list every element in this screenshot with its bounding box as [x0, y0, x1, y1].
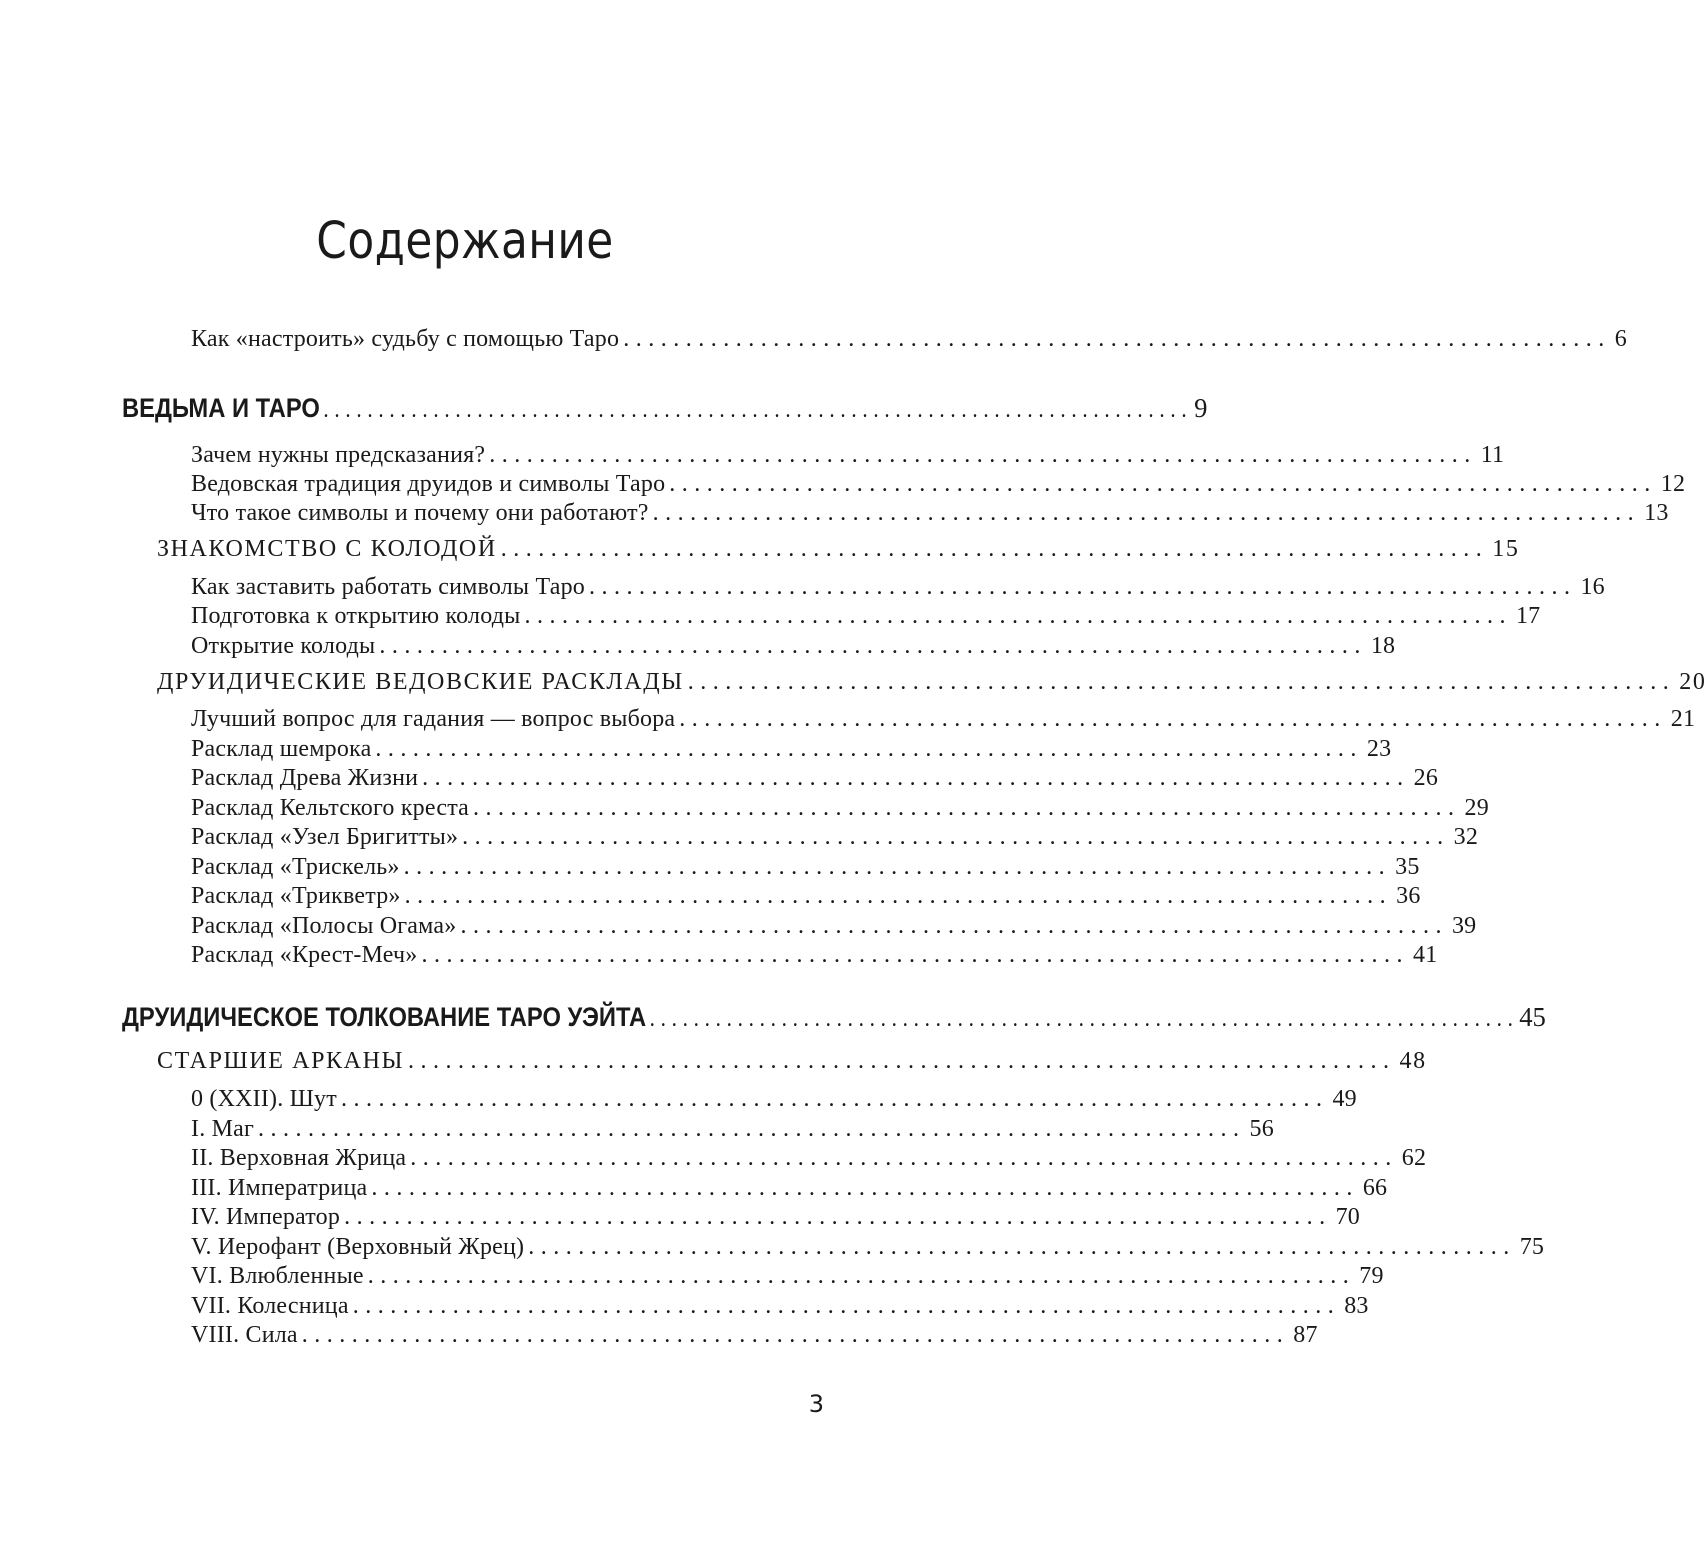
toc-entry-label: Расклад «Полосы Огама» — [191, 913, 457, 939]
toc-entry[interactable] — [191, 500, 1669, 527]
toc-entry-page: 70 — [1335, 1204, 1360, 1230]
toc-entry-page: 29 — [1464, 795, 1489, 821]
toc-leader-dots: ............................................................................... — [379, 633, 1367, 659]
toc-leader-dots: ............................................................................... — [403, 854, 1392, 880]
toc-entry-label: I. Маг — [191, 1116, 255, 1142]
toc-entry-label: VI. Влюбленные — [191, 1263, 364, 1289]
toc-entry-label: IV. Император — [191, 1204, 341, 1230]
toc-entry[interactable] — [191, 1116, 1274, 1143]
toc-entry[interactable] — [191, 1145, 1427, 1172]
toc-leader-dots: ............................................................................... — [652, 500, 1641, 526]
toc-leader-dots: ............................................................................... — [528, 1234, 1516, 1260]
toc-entry-label: Что такое символы и почему они работают? — [191, 500, 649, 526]
toc-leader-dots: ............................................................................... — [340, 1086, 1329, 1112]
toc-entry-page: 15 — [1492, 536, 1520, 562]
toc-entry-label: ДРУИДИЧЕСКОЕ ТОЛКОВАНИЕ ТАРО УЭЙТА — [122, 1002, 647, 1032]
toc-entry-page: 17 — [1515, 603, 1541, 629]
toc-entry[interactable] — [191, 854, 1420, 881]
toc-chapter-heading[interactable] — [157, 1048, 1427, 1075]
toc-leader-dots: ............................................................................... — [500, 536, 1489, 562]
toc-entry[interactable] — [191, 633, 1396, 660]
toc-entry-page: 23 — [1366, 736, 1392, 762]
toc-leader-dots: ............................................................................... — [649, 1006, 1519, 1032]
toc-leader-dots: ............................................................................... — [408, 1048, 1396, 1074]
toc-entry-page: 20 — [1679, 669, 1706, 695]
toc-entry-label: VIII. Сила — [191, 1322, 298, 1348]
toc-entry[interactable] — [191, 1293, 1369, 1320]
toc-entry[interactable] — [191, 795, 1489, 822]
toc-entry-label: СТАРШИЕ АРКАНЫ — [157, 1048, 405, 1074]
toc-entry-label: Расклад «Трискель» — [191, 854, 400, 880]
toc-entry-page: 13 — [1644, 500, 1669, 526]
toc-entry-page: 32 — [1453, 824, 1479, 850]
toc-leader-dots: ............................................................................... — [375, 736, 1363, 762]
toc-entry-label: Расклад шемрока — [191, 736, 372, 762]
toc-part-heading[interactable] — [122, 1002, 1546, 1033]
toc-leader-dots: ............................................................................... — [422, 765, 1410, 791]
toc-entry-page: 41 — [1413, 942, 1438, 968]
toc-entry[interactable] — [191, 603, 1541, 630]
toc-leader-dots: ............................................................................... — [524, 603, 1512, 629]
toc-entry-page: 79 — [1359, 1263, 1384, 1289]
toc-entry-page: 18 — [1370, 633, 1396, 659]
toc-entry-page: 75 — [1519, 1234, 1545, 1260]
toc-entry-label: III. Императрица — [191, 1175, 368, 1201]
toc-entry-label: Открытие колоды — [191, 633, 376, 659]
toc-leader-dots: ............................................................................... — [301, 1322, 1290, 1348]
toc-leader-dots: ............................................................................... — [489, 442, 1477, 468]
toc-part-heading[interactable] — [122, 393, 1208, 424]
toc-entry[interactable] — [191, 824, 1479, 851]
toc-leader-dots: ............................................................................... — [371, 1175, 1359, 1201]
toc-entry-page: 49 — [1332, 1086, 1357, 1112]
toc-entry[interactable] — [191, 942, 1438, 969]
toc-leader-dots: ............................................................................... — [367, 1263, 1356, 1289]
toc-leader-dots: ............................................................................... — [344, 1204, 1332, 1230]
toc-leader-dots: ............................................................................... — [588, 574, 1577, 600]
toc-entry-label: Ведовская традиция друидов и символы Таро — [191, 471, 666, 497]
toc-entry-label: Расклад «Узел Бригитты» — [191, 824, 459, 850]
toc-entry-label: Как заставить работать символы Таро — [191, 574, 585, 600]
toc-entry-page: 56 — [1249, 1116, 1274, 1142]
toc-entry-label: Как «настроить» судьбу с помощью Таро — [191, 326, 620, 352]
toc-entry[interactable] — [191, 883, 1421, 910]
toc-leader-dots: ............................................................................... — [669, 471, 1657, 497]
toc-leader-dots: ............................................................................... — [473, 795, 1461, 821]
toc-entry-page: 16 — [1580, 574, 1605, 600]
toc-leader-dots: ............................................................................... — [323, 397, 1193, 423]
toc-leader-dots: ............................................................................... — [258, 1116, 1246, 1142]
toc-entry-page: 11 — [1480, 442, 1505, 468]
toc-entry-page: 83 — [1344, 1293, 1369, 1319]
toc-entry-page: 48 — [1399, 1048, 1427, 1074]
toc-leader-dots: ............................................................................... — [623, 326, 1611, 352]
toc-entry-page: 12 — [1660, 471, 1686, 497]
toc-entry-page: 66 — [1362, 1175, 1388, 1201]
toc-entry[interactable] — [191, 1086, 1357, 1113]
toc-entry[interactable] — [191, 913, 1477, 940]
toc-chapter-heading[interactable] — [157, 669, 1706, 696]
toc-entry-page: 87 — [1293, 1322, 1318, 1348]
toc-entry-page: 45 — [1519, 1002, 1546, 1032]
toc-entry-page: 26 — [1413, 765, 1439, 791]
toc-entry-label: Расклад Древа Жизни — [191, 765, 419, 791]
toc-entry-label: Расклад Кельтского креста — [191, 795, 470, 821]
page-title: Содержание — [316, 212, 614, 271]
toc-entry[interactable] — [191, 706, 1696, 733]
toc-entry-label: ДРУИДИЧЕСКИЕ ВЕДОВСКИЕ РАСКЛАДЫ — [157, 669, 684, 695]
toc-leader-dots: ............................................................................... — [679, 706, 1667, 732]
toc-entry-page: 35 — [1395, 854, 1420, 880]
toc-entry[interactable] — [191, 1263, 1384, 1290]
toc-entry-label: Подготовка к открытию колоды — [191, 603, 521, 629]
toc-entry-page: 62 — [1401, 1145, 1427, 1171]
toc-entry-label: Расклад «Трикветр» — [191, 883, 401, 909]
toc-leader-dots: ............................................................................... — [460, 913, 1448, 939]
toc-entry[interactable] — [191, 442, 1505, 469]
toc-entry-page: 9 — [1194, 393, 1208, 423]
toc-entry[interactable] — [191, 1175, 1388, 1202]
page-number: 3 — [808, 1390, 824, 1418]
toc-entry-page: 39 — [1451, 913, 1477, 939]
toc-entry-label: 0 (XXII). Шут — [191, 1086, 337, 1112]
toc-entry-page: 36 — [1396, 883, 1421, 909]
toc-entry[interactable] — [191, 1204, 1360, 1231]
toc-leader-dots: ............................................................................... — [421, 942, 1409, 968]
toc-entry[interactable] — [191, 1322, 1318, 1349]
toc-chapter-heading[interactable] — [157, 536, 1520, 563]
toc-entry-label: V. Иерофант (Верховный Жрец) — [191, 1234, 525, 1260]
toc-entry[interactable] — [191, 1234, 1545, 1261]
toc-leader-dots: ............................................................................... — [687, 669, 1676, 695]
toc-entry[interactable] — [191, 574, 1605, 601]
toc-entry-label: Лучший вопрос для гадания — вопрос выбора — [191, 706, 676, 732]
toc-entry[interactable] — [191, 736, 1392, 763]
toc-entry-label: II. Верховная Жрица — [191, 1145, 407, 1171]
toc-entry-label: Расклад «Крест-Меч» — [191, 942, 418, 968]
toc-entry[interactable] — [191, 326, 1627, 353]
toc-entry-label: Зачем нужны предсказания? — [191, 442, 486, 468]
toc-entry-label: VII. Колесница — [191, 1293, 349, 1319]
toc-leader-dots: ............................................................................... — [404, 883, 1393, 909]
toc-leader-dots: ............................................................................... — [352, 1293, 1341, 1319]
toc-entry[interactable] — [191, 765, 1439, 792]
toc-entry-label: ВЕДЬМА И ТАРО — [122, 393, 320, 423]
toc-entry-page: 21 — [1670, 706, 1696, 732]
toc-leader-dots: ............................................................................... — [462, 824, 1450, 850]
toc-entry[interactable] — [191, 471, 1686, 498]
toc-leader-dots: ............................................................................... — [410, 1145, 1398, 1171]
toc-entry-page: 6 — [1614, 326, 1627, 352]
toc-entry-label: ЗНАКОМСТВО С КОЛОДОЙ — [157, 536, 497, 562]
